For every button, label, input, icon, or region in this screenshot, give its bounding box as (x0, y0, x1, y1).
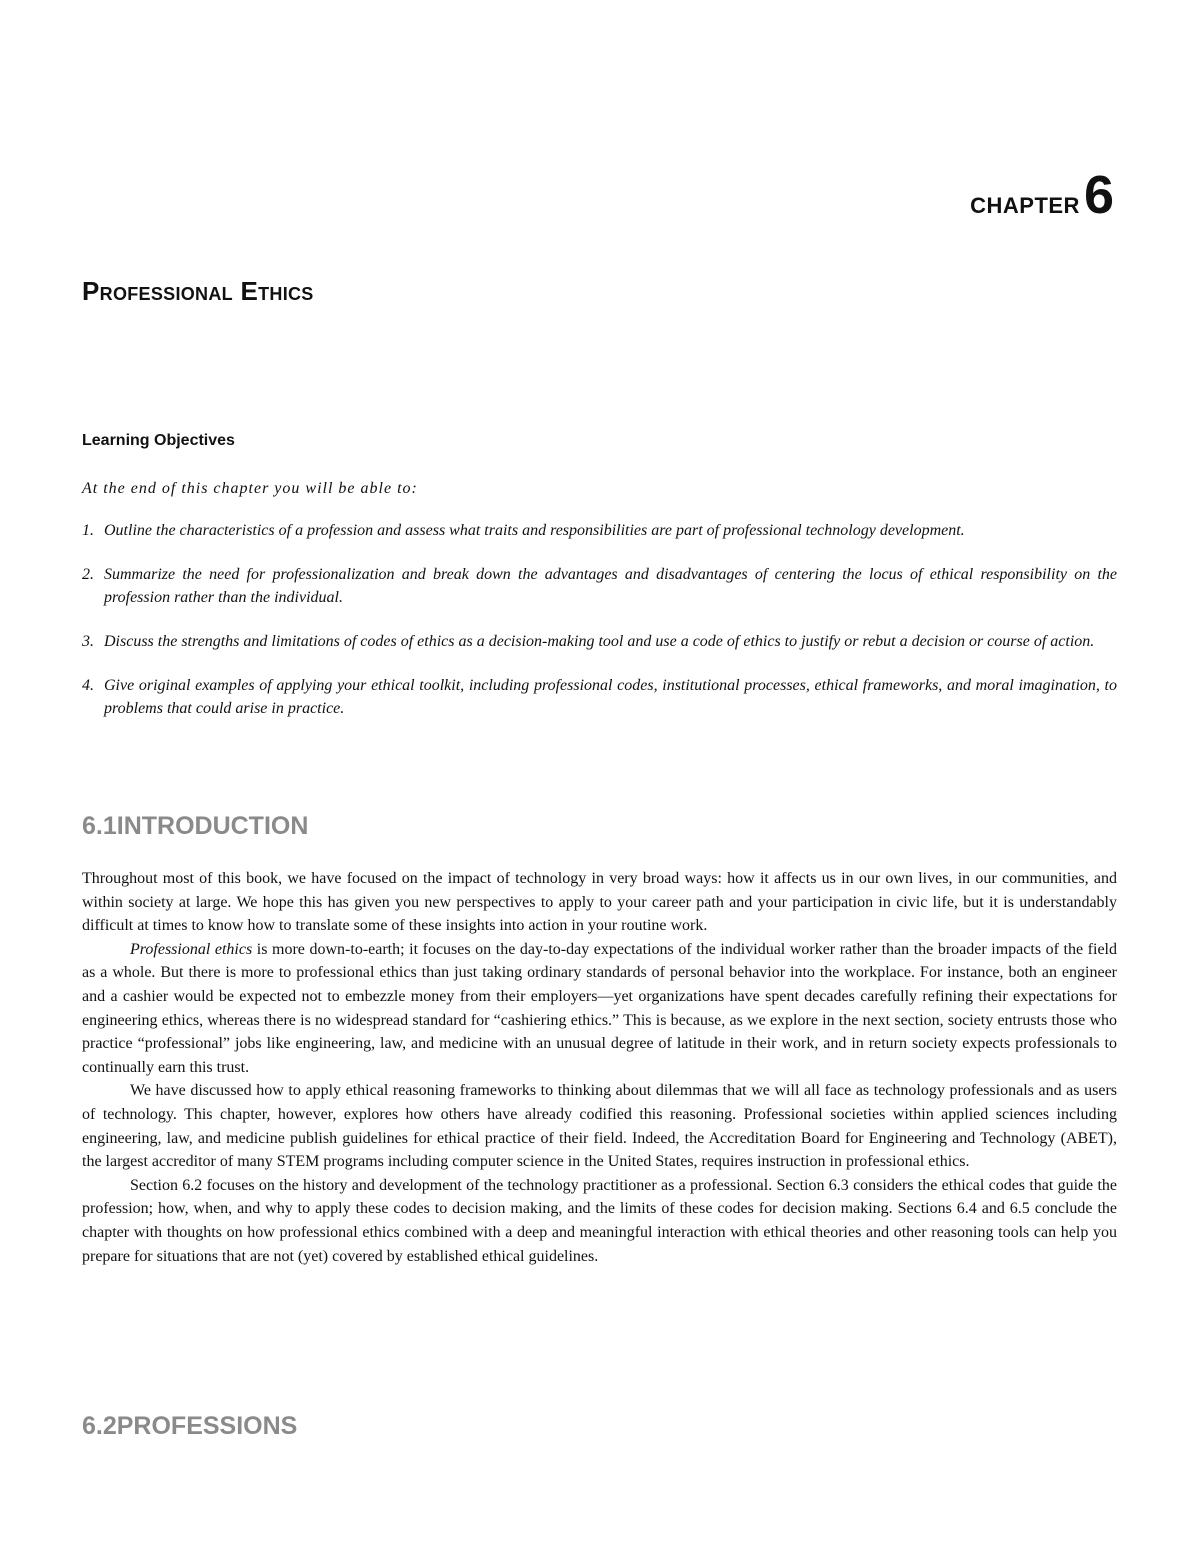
objective-item (82, 630, 1117, 653)
objective-number: 3. (82, 633, 94, 650)
emphasized-term: Professional ethics (130, 940, 253, 958)
learning-objectives-intro: At the end of this chapter you will be able to: (82, 480, 418, 497)
chapter-title: Professional Ethics (82, 276, 314, 306)
objective-text: Discuss the strengths and limitations of codes of ethics as a decision-making tool and use a code of ethics to justify or rebut a decision or course of action. (104, 633, 1095, 650)
objective-item (82, 674, 1117, 720)
introduction-body (82, 867, 1117, 1268)
chapter-label (970, 165, 1114, 225)
objective-number: 4. (82, 677, 94, 694)
objective-number: 2. (82, 566, 94, 583)
paragraph: Throughout most of this book, we have focused on the impact of technology in very broad ways: how it affects us in our own lives, in our communities, and within society at large. We hope this has given you new perspectives to apply to your career path and your participation in civic life, but it is understandably difficult at times to know how to translate some of these insights into action in your routine work. (82, 870, 1117, 935)
learning-objectives-list (82, 519, 1117, 741)
paragraph: We have discussed how to apply ethical reasoning frameworks to thinking about dilemmas that we will all face as technology professionals and as users of technology. This chapter, however, explores how others have already codified this reasoning. Professional societies within applied sciences including engineering, law, and medicine publish guidelines for ethical practice of their field. Indeed, the Accreditation Board for Engineering and Technology (ABET), the largest accreditor of many STEM programs including computer science in the United States, requires instruction in professional ethics. (82, 1082, 1117, 1171)
chapter-word: CHAPTER (970, 193, 1080, 218)
section-heading-introduction: 6.1INTRODUCTION (82, 812, 309, 840)
learning-objectives-heading: Learning Objectives (82, 432, 235, 449)
objective-item (82, 563, 1117, 609)
paragraph-text: is more down-to-earth; it focuses on the day-to-day expectations of the individual worker rather than the broader impacts of the field as a whole. But there is more to professional ethics than just taking ordinary standards of personal behavior into the workplace. For instance, both an engineer and a cashier would be expected not to embezzle money from their employers—yet organizations have spent decades carefully refining their expectations for engineering ethics, whereas there is no widespread standard for “cashiering ethics.” This is because, as we explore in the next section, society entrusts those who practice “professional” jobs like engineering, law, and medicine with an unusual degree of latitude in their work, and in return society expects professionals to continually earn this trust. (82, 940, 1117, 1076)
section-heading-professions: 6.2PROFESSIONS (82, 1412, 298, 1440)
paragraph (82, 938, 1117, 1080)
objective-text: Summarize the need for professionalization and break down the advantages and disadvantages of centering the locus of ethical responsibility on the profession rather than the individual. (104, 566, 1117, 606)
objective-item (82, 519, 1117, 542)
objective-number: 1. (82, 522, 94, 539)
paragraph: Section 6.2 focuses on the history and development of the technology practitioner as a professional. Section 6.3 considers the ethical codes that guide the profession; how, when, and why to apply these codes to decision making, and the limits of these codes for decision making. Sections 6.4 and 6.5 conclude the chapter with thoughts on how professional ethics combined with a deep and meaningful interaction with ethical theories and other reasoning tools can help you prepare for situations that are not (yet) covered by established ethical guidelines. (82, 1176, 1117, 1265)
chapter-number: 6 (1083, 165, 1114, 225)
objective-text: Outline the characteristics of a profession and assess what traits and responsibilities are part of professional technology development. (104, 522, 965, 539)
objective-text: Give original examples of applying your ethical toolkit, including professional codes, institutional processes, ethical frameworks, and moral imagination, to problems that could arise in practice. (104, 677, 1117, 717)
